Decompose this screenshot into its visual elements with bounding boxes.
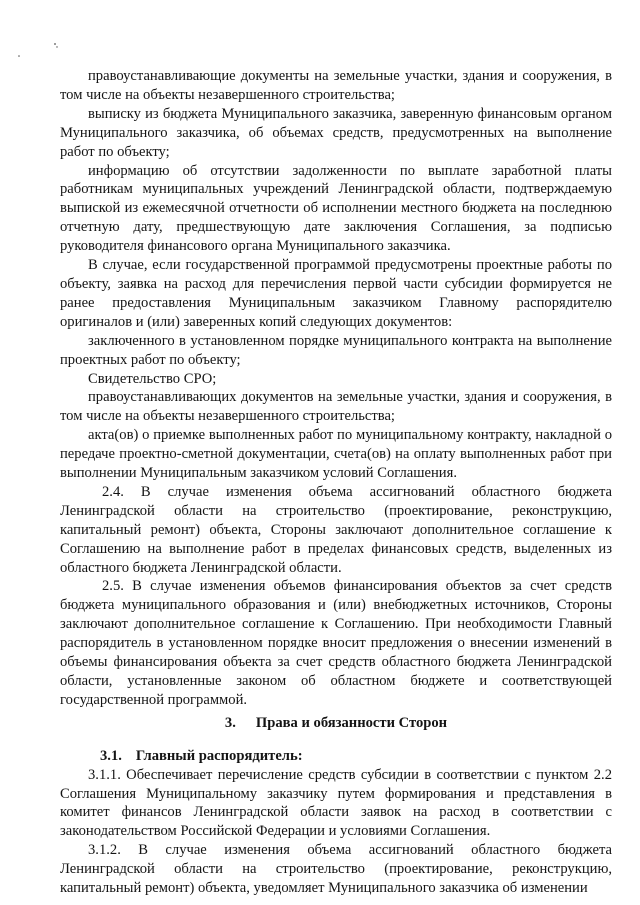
paragraph-2-5: 2.5. В случае изменения объемов финансирования объектов за счет средств бюджета муниципального образования и (или) внебюджетных источников, Стороны заключают дополнительное соглашение к Соглашению. При необходимости Главный распорядитель в установленном порядке вносит предложения о внесении изменений в объемы финансирования объекта за счет средств областного бюджета Ленинградской области, установленные законом об областном бюджете и соответствующей государственной программой. <box>60 578 612 708</box>
paragraph-2-4: 2.4. В случае изменения объема ассигнований областного бюджета Ленинградской области на строительство (проектирование, реконструкцию, капитальный ремонт) объекта, Стороны заключают дополнительное соглашение к Соглашению на выполнение работ в пределах финансовых средств, выделенных из областного бюджета Ленинградской области. <box>60 483 612 576</box>
paragraph-acceptance-acts: акта(ов) о приемке выполненных работ по муниципальному контракту, накладной о передаче проектно-сметной документации, счета(ов) на оплату выполненных работ при выполнении Муниципальным заказчиком условий Соглашения. <box>60 427 612 482</box>
paragraph-contract: заключенного в установленном порядке муниципального контракта на выполнение проектных работ по объекту; <box>60 332 612 368</box>
paragraph-budget-extract: выписку из бюджета Муниципального заказчика, заверенную финансовым органом Муниципального заказчика, об объемах средств, предусмотренных на выполнение работ по объекту; <box>60 105 612 160</box>
paragraph-3-1-1: 3.1.1. Обеспечивает перечисление средств субсидии в соответствии с пунктом 2.2 Соглашения Муниципальному заказчику путем формирования и представления в комитет финансов Ленинградской области заявок на расход в соответствии с законодательством Российской Федерации и условиями Соглашения. <box>60 766 612 840</box>
subsection-heading <box>60 747 612 766</box>
paragraph-land-documents: правоустанавливающие документы на земельные участки, здания и сооружения, в том числе на объекты незавершенного строительства; <box>60 68 612 103</box>
section-number: 3. <box>224 714 236 731</box>
subsection-title: Главный распорядитель: <box>135 747 303 764</box>
section-heading <box>60 714 612 733</box>
paragraph-no-arrears: информацию об отсутствии задолженности по выплате заработной платы работникам муниципальных учреждений Ленинградской области, подтверждаемую выпиской из ежемесячной отчетности об исполнении местного бюджета на последнюю отчетную дату, предшествующую дате заключения Соглашения, за подписью руководителя финансового органа Муниципального заказчика. <box>60 162 612 255</box>
paragraph-sro-certificate: Свидетельство СРО; <box>88 370 217 387</box>
paragraph-land-documents-2: правоустанавливающих документов на земельные участки, здания и сооружения, в том числе на объекты незавершенного строительства; <box>60 389 612 425</box>
section-title: Права и обязанности Сторон <box>255 714 448 731</box>
paragraph-design-works: В случае, если государственной программой предусмотрены проектные работы по объекту, заявка на расход для перечисления первой части субсидии формируется не ранее предоставления Муниципальным заказчиком Главному распорядителю оригиналов и (или) заверенных копий следующих документов: <box>60 257 612 330</box>
paragraph-3-1-2: 3.1.2. В случае изменения объема ассигнований областного бюджета Ленинградской области на строительство (проектирование, реконструкцию, капитальный ремонт) объекта, уведомляет Муниципального заказчика об изменении <box>60 842 612 897</box>
subsection-number: 3.1. <box>100 747 122 764</box>
document-body <box>60 67 612 898</box>
